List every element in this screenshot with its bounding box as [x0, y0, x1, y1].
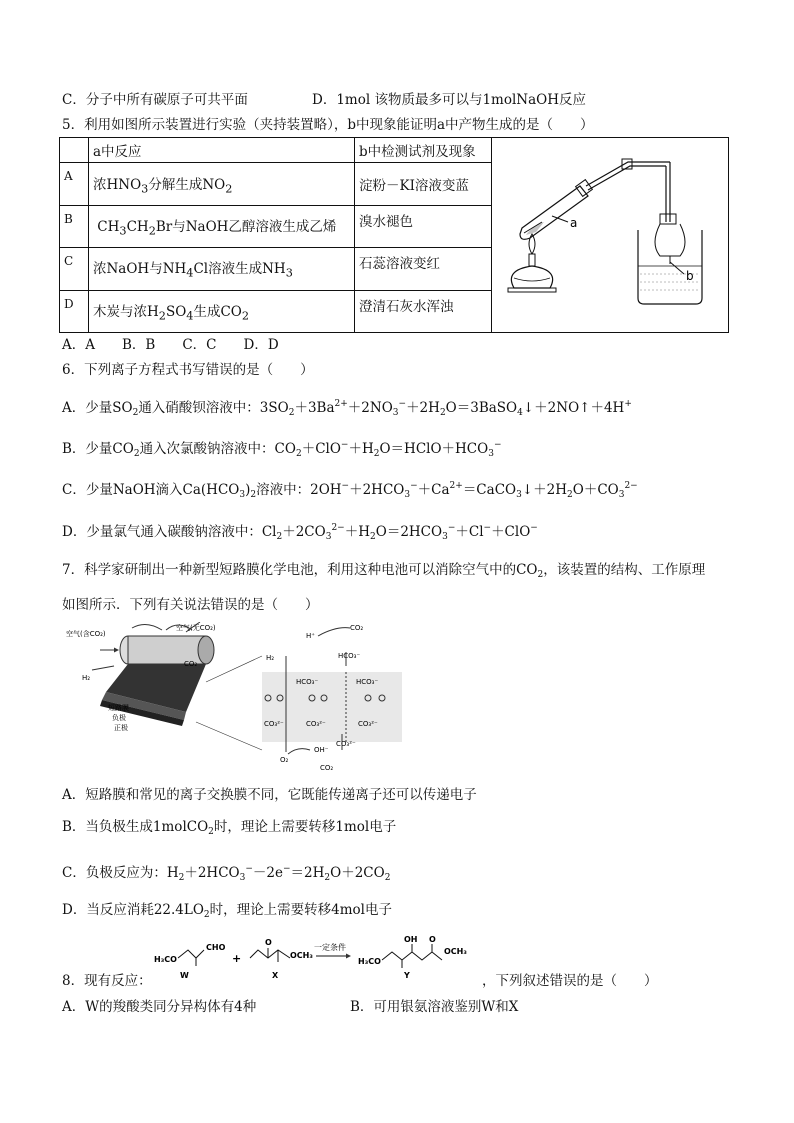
q5-header-b: b中检测试剂及现象 — [355, 138, 492, 163]
label-hplus: H⁺ — [306, 632, 315, 640]
q5-row-d-detect: 澄清石灰水浑浊 — [355, 290, 492, 332]
label-a: a — [570, 216, 578, 230]
q8-stem-start: 8．现有反应： — [62, 973, 152, 989]
label-co3-bottom: CO₃²⁻ — [336, 740, 356, 748]
q6-option-a: A．少量$SO_2$通入硝酸钡溶液中：$3SO_2+3Ba^{2+}+2NO_3^-+2H_2O=3BaSO_4↓+2NO↑+4H^+$ — [62, 399, 632, 418]
label-w: W — [180, 971, 189, 980]
q8-stem-end: ，下列叙述错误的是（ ） — [482, 973, 658, 989]
q4-option-c: C．分子中所有碳原子可共平面 — [62, 92, 248, 108]
label-hco3-top: HCO₃⁻ — [338, 652, 361, 660]
q5-row-c-reaction: 浓NaOH与$NH_4Cl$溶液生成$NH_3$ — [89, 248, 355, 290]
q7-stem-line2: 如图所示．下列有关说法错误的是（ ） — [62, 597, 319, 613]
label-och3-x: OCH₃ — [290, 951, 313, 960]
distillation-apparatus-icon — [492, 138, 728, 328]
q5-row-key-d: D — [60, 290, 89, 332]
q7-option-c: C．负极反应为：$H_2+2HCO_3^--2e^-=2H_2O+2CO_2$ — [62, 864, 391, 883]
q8-option-b: B．可用银氨溶液鉴别W和X — [350, 999, 519, 1015]
label-co3-1: CO₃²⁻ — [264, 720, 284, 728]
label-co3-3: CO₃²⁻ — [358, 720, 378, 728]
label-o2: O₂ — [280, 756, 289, 764]
label-air-in: 空气(含CO₂) — [66, 630, 106, 638]
label-oh: OH⁻ — [314, 746, 329, 754]
label-h3co-y: H₃CO — [358, 957, 381, 966]
q5-header-key — [60, 138, 89, 163]
q5-row-c-detect: 石蕊溶液变红 — [355, 248, 492, 290]
q7-stem-line1: 7．科学家研制出一种新型短路膜化学电池，利用这种电池可以消除空气中的$CO_2$，该装置的结构、工作原理 — [62, 562, 706, 580]
q5-row-a-detect: 淀粉－KI溶液变蓝 — [355, 163, 492, 205]
q6-stem: 6．下列离子方程式书写错误的是（ ） — [62, 362, 314, 378]
q5-header-a: a中反应 — [89, 138, 355, 163]
q7-option-b: B．当负极生成1molCO$_2$时，理论上需要转移1mol电子 — [62, 819, 397, 837]
label-membrane: 短路膜 — [108, 704, 129, 712]
label-air-out: 空气(无CO₂) — [176, 624, 216, 632]
label-oh-y: OH — [404, 935, 418, 944]
label-b: b — [686, 269, 694, 283]
q5-options: A．A B．B C．C D．D — [62, 337, 279, 353]
label-hco3-2: HCO₃⁻ — [356, 678, 379, 686]
q6-option-c: C．少量NaOH滴入$Ca(HCO_3)_2$溶液中：$2OH^-+2HCO_3^-+Ca^{2+}=CaCO_3↓+2H_2O+CO_3^{2-}$ — [62, 481, 638, 500]
q7-option-d: D．当反应消耗$22.4LO_2$时，理论上需要转移4mol电子 — [62, 902, 392, 920]
label-co2-bottom: CO₂ — [320, 764, 334, 772]
q7-battery-figure — [66, 622, 406, 778]
label-och3-y: OCH₃ — [444, 947, 467, 956]
q5-row-d-reaction: 木炭与浓$H_2SO_4$生成$CO_2$ — [89, 290, 355, 332]
label-co2-out: CO₂ — [184, 660, 198, 668]
label-cho: CHO — [206, 943, 226, 952]
label-positive: 正极 — [114, 724, 128, 732]
label-co3-2: CO₃²⁻ — [306, 720, 326, 728]
q5-apparatus-figure — [492, 138, 729, 333]
q8-option-a: A．W的羧酸类同分异构体有4种 — [62, 999, 257, 1015]
label-o-x: O — [265, 938, 272, 947]
q5-row-b-detect: 溴水褪色 — [355, 205, 492, 247]
q5-stem: 5．利用如图所示装置进行实验（夹持装置略），b中现象能证明a中产物生成的是（ ） — [62, 117, 594, 133]
q5-row-b-reaction: $CH_3CH_2Br$与NaOH乙醇溶液生成乙烯 — [89, 205, 355, 247]
label-h2: H₂ — [266, 654, 275, 662]
label-co2-top: CO₂ — [350, 624, 364, 632]
label-x: X — [272, 971, 279, 980]
label-h2-in: H₂ — [82, 674, 91, 682]
label-hco3-1: HCO₃⁻ — [296, 678, 319, 686]
label-h3co-w: H₃CO — [154, 955, 177, 964]
q8-reaction-scheme — [150, 934, 490, 986]
q5-table — [59, 137, 729, 333]
q7-option-a: A．短路膜和常见的离子交换膜不同，它既能传递离子还可以传递电子 — [62, 787, 477, 803]
label-negative: 负极 — [112, 714, 126, 722]
label-condition: 一定条件 — [314, 943, 346, 952]
q5-row-a-reaction: 浓$HNO_3$分解生成$NO_2$ — [89, 163, 355, 205]
label-y: Y — [404, 971, 410, 980]
q4-option-d: D．1mol 该物质最多可以与1molNaOH反应 — [312, 92, 586, 108]
plus-sign: + — [232, 952, 242, 965]
q6-option-d: D．少量氯气通入碳酸钠溶液中：$Cl_2+2CO_3^{2-}+H_2O=2HCO_3^-+Cl^-+ClO^-$ — [62, 523, 538, 542]
q5-row-key-c: C — [60, 248, 89, 290]
q6-option-b: B．少量$CO_2$通入次氯酸钠溶液中：$CO_2+ClO^-+H_2O=HClO+HCO_3^-$ — [62, 440, 502, 459]
q5-row-key-a: A — [60, 163, 89, 205]
label-o-y: O — [429, 935, 436, 944]
q5-row-key-b: B — [60, 205, 89, 247]
